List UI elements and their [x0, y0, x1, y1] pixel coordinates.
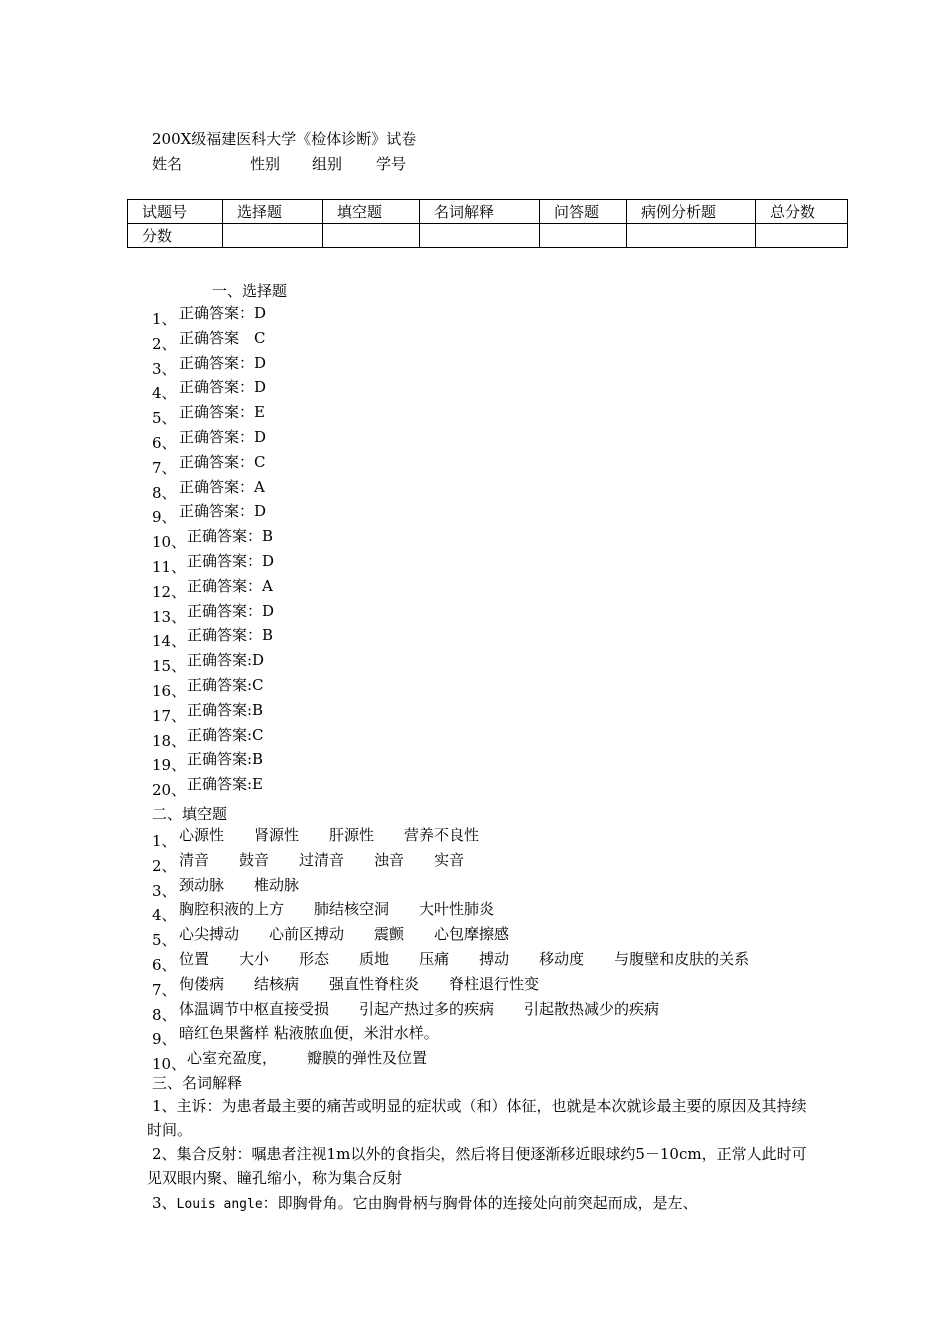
item-number: 12、 — [152, 582, 187, 601]
answer-parts — [179, 849, 464, 870]
answer-part: 引起散热减少的疾病 — [524, 999, 660, 1018]
item-number: 11、 — [152, 558, 187, 576]
answer-part: 清音 — [179, 850, 210, 869]
item-number: 3、 — [152, 881, 177, 900]
answer-part: 压痛 — [419, 950, 450, 968]
answer-text: 正确答案:E — [187, 775, 264, 794]
item-number: 2、 — [152, 1145, 177, 1163]
answer-part: 颈动脉 — [179, 875, 225, 894]
answer-part: 心包摩擦感 — [434, 925, 510, 944]
score-table — [127, 199, 848, 248]
answer-text: 正确答案:B — [187, 750, 264, 769]
answer-part: 过清音 — [299, 850, 345, 869]
item-number: 16、 — [152, 682, 187, 700]
header-cell: 填空题 — [323, 200, 420, 224]
name-label: 姓名 — [152, 155, 183, 173]
item-number: 5、 — [152, 931, 177, 950]
definition-text: ：即胸骨角。它由胸骨柄与胸骨体的连接处向前突起而成，是左、 — [262, 1194, 698, 1212]
item-number: 1、 — [152, 310, 177, 328]
item-number: 6、 — [152, 956, 177, 974]
answer-text: 正确答案：E — [179, 403, 265, 422]
score-cell[interactable] — [223, 224, 323, 248]
answer-part: 心前区搏动 — [269, 925, 345, 944]
answer-parts — [179, 948, 749, 969]
answer-parts — [179, 998, 659, 1019]
item-number: 3、 — [152, 359, 177, 378]
item-number: 14、 — [152, 632, 187, 651]
section-1-title: 一、选择题 — [212, 282, 288, 300]
score-cell[interactable] — [420, 224, 540, 248]
answer-part: 结核病 — [254, 974, 300, 993]
item-number: 19、 — [152, 756, 187, 775]
answer-parts — [179, 898, 494, 919]
item-number: 7、 — [152, 980, 177, 999]
header-cell: 名词解释 — [420, 200, 540, 224]
item-number: 9、 — [152, 1030, 177, 1049]
answer-text: 正确答案：D — [179, 428, 267, 446]
answer-part: 强直性脊柱炎 — [329, 974, 420, 993]
document-title: 200X级福建医科大学《检体诊断》试卷 — [152, 130, 417, 148]
score-table-header-row — [128, 200, 848, 224]
score-cell[interactable] — [323, 224, 420, 248]
answer-part: 心尖搏动 — [179, 925, 240, 944]
answer-parts — [187, 1047, 427, 1068]
answer-text: 正确答案：A — [187, 576, 273, 595]
item-number: 8、 — [152, 483, 177, 502]
score-cell[interactable] — [627, 224, 756, 248]
answer-text: 正确答案:D — [187, 651, 265, 670]
answer-part: 引起产热过多的疾病 — [359, 999, 495, 1018]
answer-text: 正确答案：B — [187, 626, 274, 645]
header-cell: 试题号 — [128, 200, 223, 224]
item-number: 10、 — [152, 1055, 187, 1074]
answer-part: 营养不良性 — [404, 826, 480, 844]
item-number: 2、 — [152, 334, 177, 353]
answer-text: 正确答案：B — [187, 527, 274, 546]
answer-part: 体温调节中枢直接受损 — [179, 999, 330, 1018]
item-number: 5、 — [152, 409, 177, 428]
answer-text: 正确答案：D — [179, 502, 267, 521]
answer-part: 形态 — [299, 950, 330, 968]
answer-part: 心室充盈度， — [187, 1049, 278, 1068]
answer-text: 正确答案:C — [187, 725, 264, 744]
answer-part: 位置 — [179, 950, 210, 968]
item-number: 2、 — [152, 856, 177, 875]
answer-text: 正确答案：D — [179, 378, 267, 397]
answer-part: 鼓音 — [239, 850, 270, 869]
group-label: 组别 — [312, 155, 343, 173]
answer-part: 移动度 — [539, 950, 585, 968]
header-cell: 总分数 — [756, 200, 848, 224]
item-number: 10、 — [152, 533, 187, 552]
answer-part: 肝源性 — [329, 826, 375, 844]
answer-part: 脊柱退行性变 — [449, 974, 540, 993]
answer-part: 心源性 — [179, 826, 225, 844]
item-number: 9、 — [152, 508, 177, 527]
item-number: 1、 — [152, 832, 177, 850]
answer-part: 椎动脉 — [254, 875, 300, 894]
answer-parts — [179, 1022, 439, 1043]
answer-text: 正确答案：D — [179, 304, 267, 322]
definition-item — [147, 1191, 811, 1217]
definition-term: Louis angle — [176, 1197, 263, 1212]
answer-text: 正确答案：D — [187, 601, 275, 620]
row-label-cell: 分数 — [128, 224, 223, 248]
item-number: 1、 — [152, 1097, 177, 1115]
answer-part: 大小 — [239, 950, 270, 968]
section-2-title: 二、填空题 — [152, 805, 228, 823]
answer-part: 质地 — [359, 950, 390, 968]
item-number: 17、 — [152, 706, 187, 725]
answer-part: 暗红色果酱样 粘液脓血便，米泔水样。 — [179, 1024, 439, 1043]
item-number: 3、 — [152, 1194, 177, 1212]
answer-part: 大叶性肺炎 — [419, 900, 495, 919]
item-number: 20、 — [152, 781, 187, 800]
score-cell[interactable] — [540, 224, 627, 248]
answer-part: 与腹壁和皮肤的关系 — [614, 950, 750, 968]
score-table-value-row — [128, 224, 848, 248]
answer-text: 正确答案:B — [187, 700, 264, 719]
answer-part: 佝偻病 — [179, 974, 225, 993]
section-3-title: 三、名词解释 — [152, 1074, 243, 1092]
item-number: 15、 — [152, 657, 187, 676]
header-cell: 问答题 — [540, 200, 627, 224]
answer-part: 瓣膜的弹性及位置 — [307, 1049, 428, 1068]
definition-text: 主诉：为患者最主要的痛苦或明显的症状或（和）体征，也就是本次就诊最主要的原因及其持续时间。 — [147, 1097, 807, 1139]
answer-text: 正确答案：D — [179, 353, 267, 372]
definition-item — [147, 1142, 811, 1190]
answer-parts — [179, 923, 509, 944]
answer-part: 实音 — [434, 850, 465, 869]
answer-text: 正确答案 C — [179, 328, 266, 347]
answer-part: 肺结核空洞 — [314, 900, 390, 919]
answer-part: 浊音 — [374, 850, 405, 869]
answer-part: 肾源性 — [254, 826, 300, 844]
item-number: 8、 — [152, 1005, 177, 1024]
header-cell: 病例分析题 — [627, 200, 756, 224]
header-cell: 选择题 — [223, 200, 323, 224]
answer-part: 震颤 — [374, 925, 405, 944]
answer-parts — [179, 973, 539, 994]
answer-text: 正确答案：C — [179, 452, 266, 471]
answer-parts — [179, 874, 299, 895]
answer-text: 正确答案:C — [187, 676, 264, 694]
answer-part: 搏动 — [479, 950, 510, 968]
item-number: 7、 — [152, 458, 177, 477]
answer-text: 正确答案：A — [179, 477, 265, 496]
definition-text: 集合反射：嘱患者注视1m以外的食指尖，然后将目便逐渐移近眼球约5－10cm，正常人此时可见双眼内聚、瞳孔缩小，称为集合反射 — [147, 1145, 807, 1187]
item-number: 18、 — [152, 731, 187, 750]
student-id-label: 学号 — [376, 155, 407, 173]
score-cell[interactable] — [756, 224, 848, 248]
gender-label: 性别 — [250, 155, 281, 173]
answer-parts — [179, 824, 479, 845]
item-number: 13、 — [152, 607, 187, 626]
item-number: 4、 — [152, 384, 177, 403]
item-number: 4、 — [152, 906, 177, 925]
definition-item — [147, 1094, 811, 1142]
answer-text: 正确答案：D — [187, 552, 275, 570]
answer-part: 胸腔积液的上方 — [179, 900, 285, 919]
item-number: 6、 — [152, 434, 177, 452]
